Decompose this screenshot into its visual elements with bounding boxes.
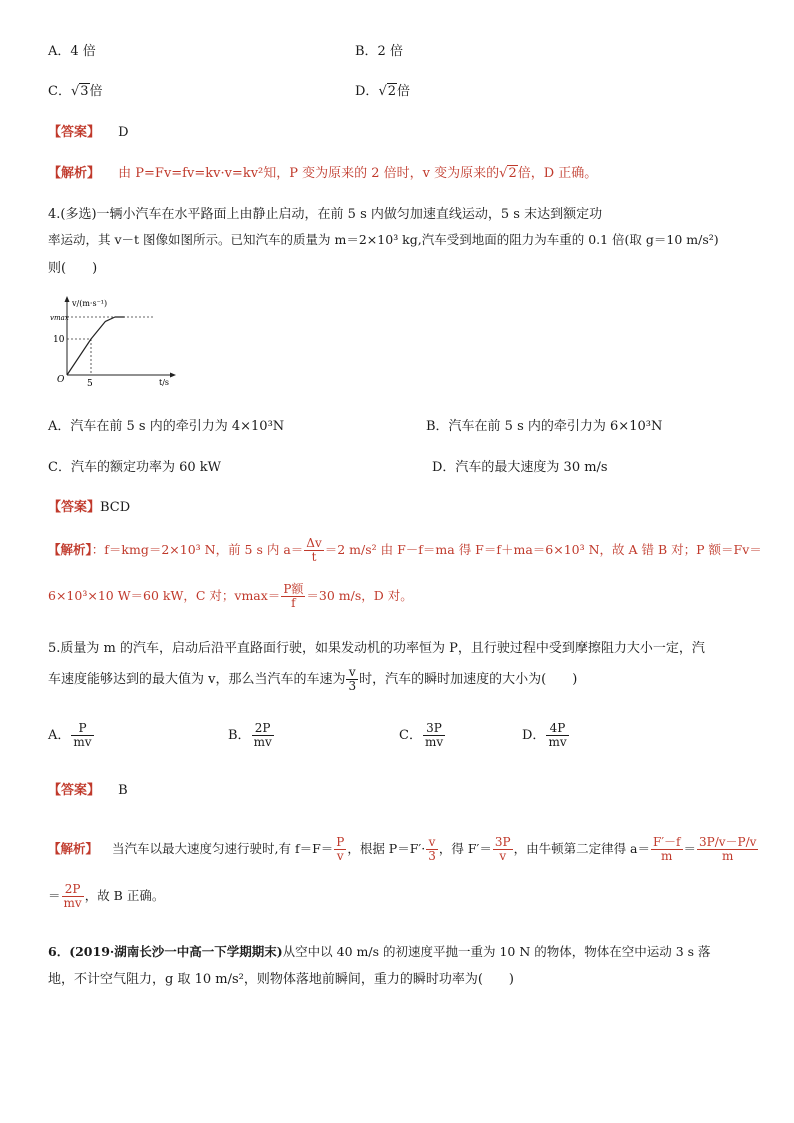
curve-layer	[67, 317, 125, 375]
q5-option-a	[48, 722, 95, 749]
y-axis-arrow	[65, 296, 70, 302]
q6-stem-line1	[48, 942, 711, 960]
q4-stem-line3: 则( )	[48, 261, 98, 276]
analysis-text: ：f＝kmg＝2×10³ N，前 5 s 内 a＝	[91, 542, 304, 557]
q3-option-c-label: C．	[48, 84, 71, 99]
fraction-numerator: v	[426, 836, 438, 850]
fraction-denominator: mv	[73, 735, 92, 749]
sqrt-symbol: √2	[499, 166, 517, 181]
answer-tag: 【答案】	[48, 125, 101, 140]
fraction	[697, 836, 758, 863]
q5-stem-text: 时，汽车的瞬时加速度的大小为( )	[359, 672, 578, 687]
x-axis-label: t/s	[159, 378, 170, 387]
q4-option-b: B．汽车在前 5 s 内的牵引力为 6×10³N	[426, 419, 663, 434]
analysis-text: ，故 B 正确。	[84, 888, 165, 903]
fraction-numerator: 4P	[546, 722, 568, 736]
q4-analysis-line1	[48, 537, 762, 564]
fraction-numerator: 3P	[423, 722, 445, 736]
fraction	[651, 836, 683, 863]
analysis-text-end: 倍，D 正确。	[517, 166, 598, 181]
analysis-text: ＝2 m/s² 由 F－f＝ma 得 F＝f＋ma＝6×10³ N，故 A 错 B 对；P 额＝Fv＝	[324, 542, 762, 557]
fraction-denominator: mv	[63, 896, 82, 910]
analysis-text: ，根据 P＝F′·	[347, 841, 426, 856]
fraction-denominator: m	[722, 849, 734, 863]
fraction-denominator: f	[291, 596, 296, 610]
fraction	[493, 836, 513, 863]
y-tick-label-10: 10	[53, 335, 65, 345]
q3-answer	[48, 121, 129, 140]
q3-option-b: B．2 倍	[355, 44, 403, 59]
q5-stem-text: 车速度能够达到的最大值为 v，那么当汽车的车速为	[48, 672, 346, 687]
fraction-numerator: P	[71, 722, 93, 736]
sqrt-symbol: √2	[378, 84, 397, 99]
q4-option-c: C．汽车的额定功率为 60 kW	[48, 460, 221, 475]
fraction-v-3	[346, 666, 358, 693]
fraction-denominator: v	[499, 849, 507, 863]
answer-value: D	[118, 125, 129, 140]
fraction-numerator: v	[346, 666, 358, 680]
analysis-tag: 【解析】	[48, 542, 92, 557]
q5-analysis-line1	[48, 836, 759, 863]
fraction-p-f	[281, 583, 305, 610]
vt-chart	[45, 295, 180, 390]
q6-stem-line2: 地，不计空气阻力，g 取 10 m/s²，则物体落地前瞬间，重力的瞬时功率为( )	[48, 972, 514, 987]
q4-analysis-line2	[48, 583, 413, 610]
fraction-numerator: 2P	[62, 883, 84, 897]
fraction-denominator: mv	[548, 735, 567, 749]
option-fraction	[546, 722, 568, 749]
fraction-denominator: mv	[253, 735, 272, 749]
analysis-tag: 【解析】	[48, 166, 101, 181]
q3-option-c-suffix: 倍	[89, 84, 103, 99]
analysis-tag: 【解析】	[48, 841, 99, 856]
radicand: 3	[80, 84, 89, 99]
option-fraction	[252, 722, 274, 749]
analysis-text: 当汽车以最大速度匀速行驶时,有 f＝F＝	[112, 841, 334, 856]
fraction-denominator: t	[311, 550, 317, 564]
q3-option-c	[48, 80, 103, 99]
q3-option-d-suffix: 倍	[397, 84, 411, 99]
q4-option-a: A．汽车在前 5 s 内的牵引力为 4×10³N	[48, 419, 285, 434]
analysis-text: ＝	[48, 888, 61, 903]
option-label: C．	[399, 728, 422, 743]
option-fraction	[423, 722, 445, 749]
y-axis-label: v/(m·s⁻¹)	[72, 299, 108, 308]
option-label: B．	[228, 728, 251, 743]
fraction	[334, 836, 346, 863]
q5-option-b	[228, 722, 275, 749]
analysis-text: ＝30 m/s，D 对。	[306, 588, 413, 603]
vt-curve	[67, 317, 125, 375]
analysis-text: 6×10³×10 W＝60 kW，C 对；vmax＝	[48, 588, 281, 603]
fraction-numerator: Δv	[306, 536, 322, 550]
q3-option-a: A．4 倍	[48, 44, 96, 59]
analysis-text: ，得 F′＝	[438, 841, 492, 856]
fraction-denominator: mv	[424, 735, 444, 749]
y-tick-label-vmax: vmax	[50, 314, 69, 322]
analysis-text: ，由牛顿第二定律得 a＝	[513, 841, 650, 856]
analysis-text: ＝	[683, 841, 697, 856]
q3-option-d-label: D．	[355, 84, 379, 99]
q4-option-d: D．汽车的最大速度为 30 m/s	[432, 460, 608, 475]
radicand: 2	[508, 166, 517, 181]
q5-analysis-line2	[48, 883, 164, 910]
fraction-numerator: 2P	[252, 722, 274, 736]
answer-tag: 【答案】	[48, 783, 101, 798]
q3-analysis	[48, 162, 597, 181]
analysis-text: 由 P=Fv=fv=kv·v=kv²知，P 变为原来的 2 倍时，v 变为原来的	[118, 166, 500, 181]
fraction	[426, 836, 438, 863]
q5-answer	[48, 779, 128, 798]
x-axis-arrow	[170, 373, 176, 378]
x-tick-label-5: 5	[87, 379, 93, 389]
q5-stem-line2	[48, 666, 577, 693]
q3-option-d	[355, 80, 410, 99]
vt-chart-svg	[45, 295, 180, 390]
answer-tag: 【答案】	[48, 500, 101, 515]
q6-stem-text: 从空中以 40 m/s 的初速度平抛一重为 10 N 的物体，物体在空中运动 3 s 落	[282, 944, 711, 959]
fraction-denominator: m	[661, 849, 673, 863]
fraction-numerator: 3P	[494, 835, 511, 849]
fraction-denominator: 3	[428, 849, 436, 863]
q4-stem-line2: 率运动，其 v－t 图像如图所示。已知汽车的质量为 m＝2×10³ kg,汽车受到地面的阻力为车重的 0.1 倍(取 g＝10 m/s²)	[48, 232, 719, 247]
fraction-dv-t	[304, 537, 323, 564]
fraction-denominator: v	[336, 849, 344, 863]
q5-option-d	[522, 722, 570, 749]
q6-source: 6．(2019·湖南长沙一中高一下学期期末)	[48, 944, 283, 959]
fraction-numerator: P额	[283, 582, 304, 596]
option-label: A．	[48, 728, 71, 743]
fraction-denominator: 3	[348, 679, 357, 693]
q4-stem-line1: 4.(多选)一辆小汽车在水平路面上由静止启动，在前 5 s 内做匀加速直线运动，5 s 末达到额定功	[48, 207, 603, 222]
fraction	[62, 883, 84, 910]
option-fraction	[71, 722, 93, 749]
fraction-numerator: 3P/v－P/v	[699, 835, 757, 849]
answer-value: B	[118, 783, 128, 798]
fraction-numerator: P	[336, 835, 345, 849]
answer-value: BCD	[100, 500, 131, 515]
q5-option-c	[399, 722, 446, 749]
option-label: D．	[522, 728, 546, 743]
radicand: 2	[387, 84, 397, 99]
fraction-numerator: F′－f	[653, 835, 681, 849]
q5-stem-line1: 5.质量为 m 的汽车，启动后沿平直路面行驶，如果发动机的功率恒为 P，且行驶过程中受到摩擦阻力大小一定，汽	[48, 641, 705, 656]
sqrt-symbol: √3	[70, 84, 89, 99]
origin-label: O	[57, 375, 65, 385]
q4-answer	[48, 496, 130, 515]
